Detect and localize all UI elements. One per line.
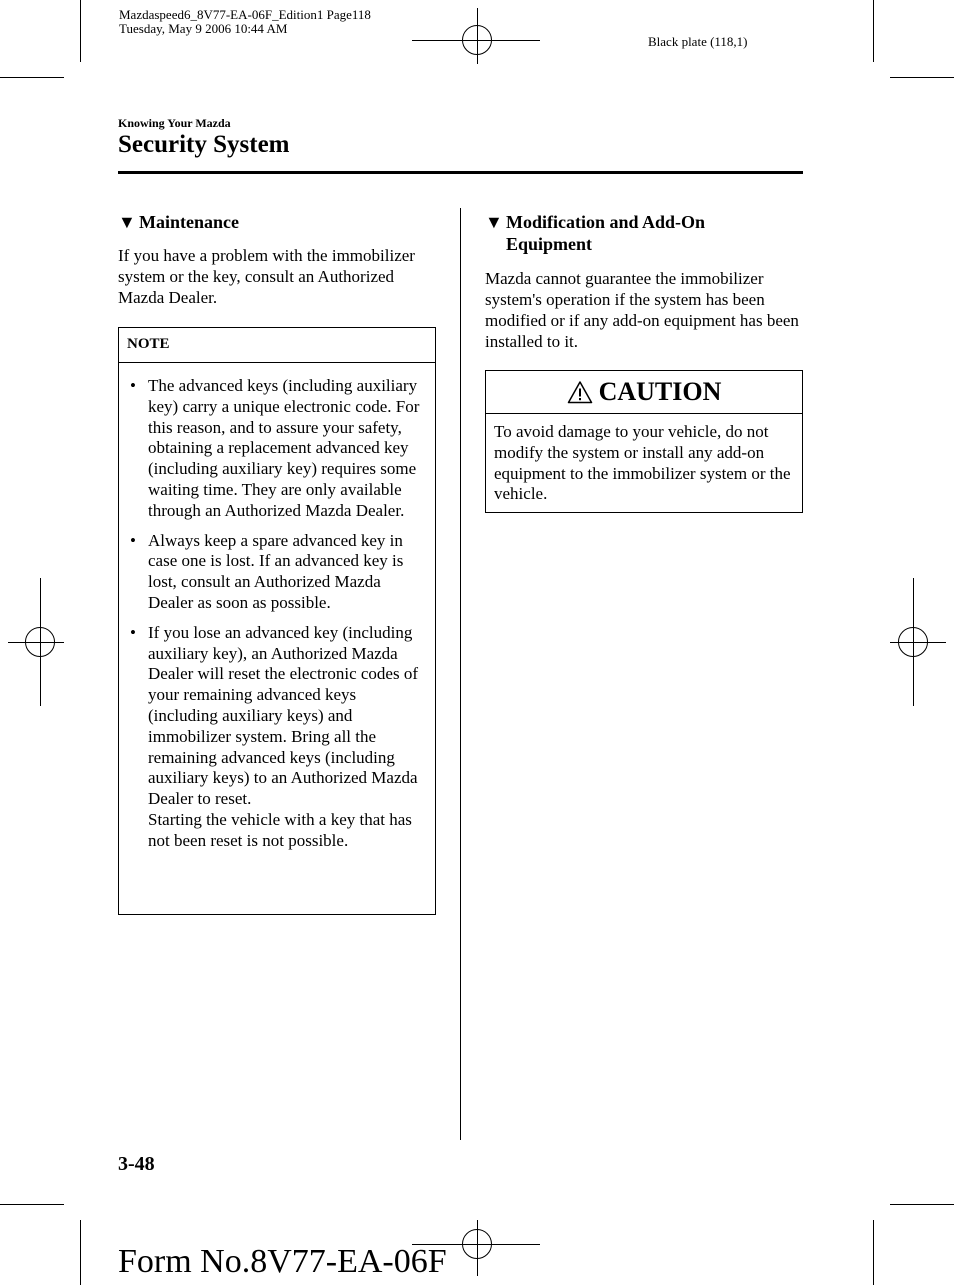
note-item bbox=[119, 623, 429, 852]
warning-triangle-icon bbox=[567, 380, 593, 404]
note-list bbox=[119, 363, 435, 852]
column-divider bbox=[460, 208, 461, 1140]
note-item bbox=[119, 376, 429, 522]
caution-header bbox=[486, 371, 802, 414]
page-title: Security System bbox=[118, 131, 290, 158]
note-item-text: Always keep a spare advanced key in case one is lost. If an advanced key is lost, consult an Authorized Mazda Dealer as soon as possible. bbox=[148, 530, 404, 612]
note-item-extra: Starting the vehicle with a key that has not been reset is not possible. bbox=[148, 809, 412, 850]
caution-box bbox=[485, 370, 803, 513]
page-number: 3-48 bbox=[118, 1153, 155, 1175]
bullet-icon: • bbox=[130, 530, 136, 550]
note-item-text: If you lose an advanced key (including auxiliary key), an Authorized Mazda Dealer will reset the electronic codes of your remaining advanced keys (including auxiliary keys) and immobilizer system. Bring all the remaining advanced keys (including auxiliary keys) to an Authorized Mazda Dealer to reset. bbox=[148, 622, 418, 809]
triangle-down-icon: ▼ bbox=[118, 212, 136, 232]
note-item bbox=[119, 531, 429, 614]
bullet-icon: • bbox=[130, 622, 136, 642]
modification-heading-text: Modification and Add-On Equipment bbox=[506, 212, 706, 254]
caution-title: CAUTION bbox=[598, 377, 722, 406]
form-number: Form No.8V77-EA-06F bbox=[118, 1243, 447, 1280]
maintenance-heading bbox=[118, 211, 438, 233]
header-rule bbox=[118, 171, 803, 174]
modification-heading bbox=[485, 211, 785, 255]
print-date-line: Tuesday, May 9 2006 10:44 AM bbox=[119, 21, 288, 36]
section-label: Knowing Your Mazda bbox=[118, 116, 231, 130]
note-box bbox=[118, 327, 436, 915]
bullet-icon: • bbox=[130, 376, 136, 395]
caution-text: To avoid damage to your vehicle, do not modify the system or install any add-on equipment to the immobilizer system or the vehicle. bbox=[494, 422, 791, 504]
maintenance-paragraph: If you have a problem with the immobilizer system or the key, consult an Authorized Mazda Dealer. bbox=[118, 246, 415, 307]
note-item-text: The advanced keys (including auxiliary key) carry a unique electronic code. For this reason, and to assure your safety, obtaining a replacement advanced key (including auxiliary key) requires some waiting time. They are only available through an Authorized Mazda Dealer. bbox=[148, 376, 420, 520]
note-title: NOTE bbox=[119, 328, 435, 363]
triangle-down-icon: ▼ bbox=[485, 212, 503, 232]
print-file-line: Mazdaspeed6_8V77-EA-06F_Edition1 Page118 bbox=[119, 7, 371, 22]
maintenance-heading-text: Maintenance bbox=[139, 212, 239, 232]
modification-paragraph: Mazda cannot guarantee the immobilizer system's operation if the system has been modified or if any add-on equipment has been installed to it. bbox=[485, 269, 799, 351]
plate-label: Black plate (118,1) bbox=[648, 34, 748, 49]
